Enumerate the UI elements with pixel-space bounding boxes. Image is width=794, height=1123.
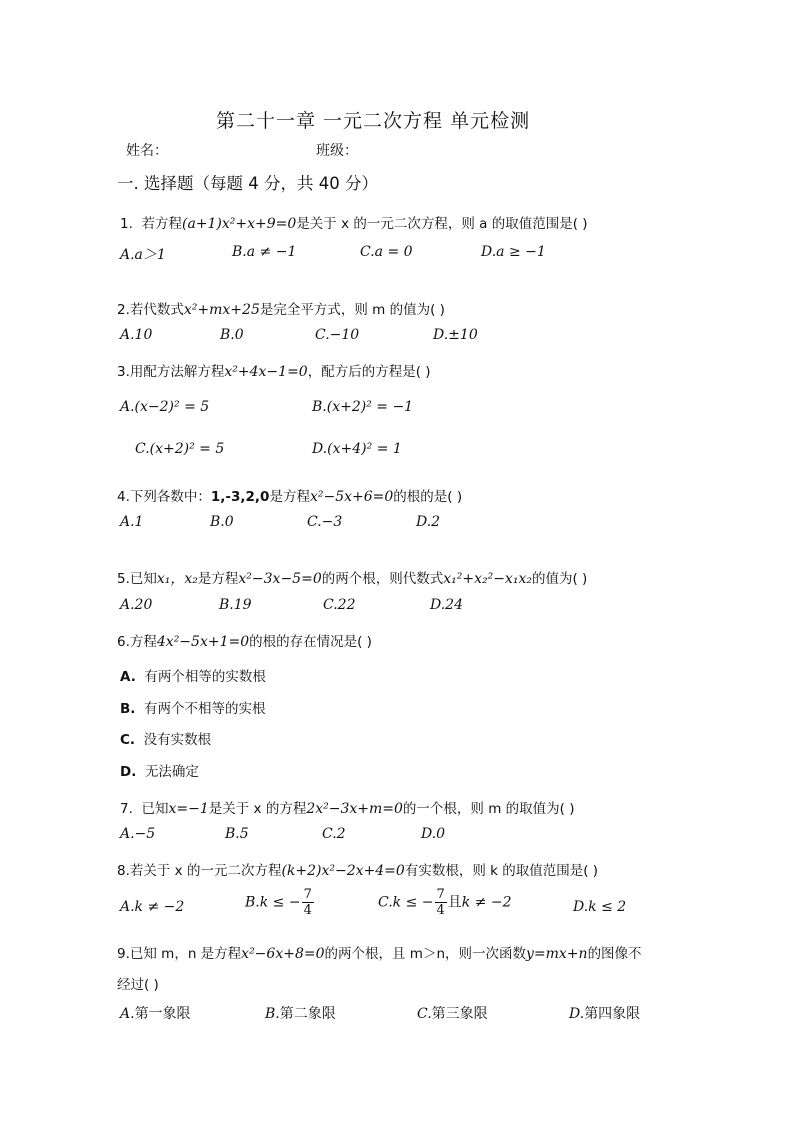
option-a: A.(x−2)² = 5 (120, 399, 210, 415)
question-2 (117, 298, 445, 318)
equation: y=mx+n (526, 946, 588, 962)
option-c: C.−3 (307, 514, 343, 530)
option-a: A.a＞1 (120, 247, 166, 263)
equation: (k+2)x²−2x+4=0 (281, 863, 405, 879)
question-text: 2.若代数式 (117, 302, 184, 318)
equation: x=−1 (168, 801, 209, 817)
option-c: C.(x+2)² = 5 (135, 441, 225, 457)
option-c (378, 887, 512, 918)
question-text: 的根的存在情况是( ) (249, 634, 372, 650)
option-letter: D. (569, 1006, 585, 1022)
question-text: 的一个根，则 m 的取值为( ) (402, 801, 575, 817)
option-a: A.10 (120, 327, 153, 343)
question-text: 4.下列各数中： (117, 489, 211, 505)
question-text: 已知 (141, 801, 169, 817)
option-c-prefix: C.k ≤ − (378, 894, 434, 911)
question-4 (117, 485, 462, 505)
expression: x₁²+x₂²−x₁x₂ (443, 571, 532, 587)
option-d: D.±10 (433, 327, 478, 343)
option-letter: D. (120, 764, 137, 780)
equation: 2x²−3x+m=0 (306, 801, 403, 817)
option-text: 第一象限 (134, 1006, 191, 1022)
question-text: 是完全平方式，则 m 的值为( ) (259, 302, 445, 318)
option-text: 没有实数根 (143, 732, 212, 748)
option-d (120, 760, 199, 780)
class-label: 班级： (316, 143, 358, 159)
equation: x²+4x−1=0 (224, 364, 308, 380)
equation: x²+mx+25 (183, 302, 260, 318)
variables: x₁，x₂ (156, 571, 198, 587)
question-text: 的两个根，且 m＞n，则一次函数 (324, 946, 526, 962)
question-text: 有实数根，则 k 的取值范围是( ) (404, 863, 599, 879)
option-c (120, 728, 211, 748)
option-c-and: 且 (447, 894, 462, 911)
option-b: B.(x+2)² = −1 (312, 399, 414, 415)
option-letter: B. (265, 1006, 280, 1022)
question-text: 6.方程 (117, 634, 157, 650)
option-d: D.24 (430, 597, 463, 613)
option-text: 有两个相等的实数根 (144, 669, 266, 685)
option-letter: A. (120, 1006, 135, 1022)
option-c: C.2 (322, 826, 346, 842)
question-number: 1. (120, 216, 133, 232)
option-text: 第三象限 (431, 1006, 488, 1022)
option-text: 无法确定 (144, 764, 199, 780)
page-title: 第二十一章 一元二次方程 单元检测 (216, 110, 531, 132)
question-9 (117, 942, 642, 962)
option-a: A.k ≠ −2 (120, 899, 185, 915)
option-a: A.−5 (120, 826, 156, 842)
equation: x²−3x−5=0 (238, 571, 322, 587)
equation: x²−5x+6=0 (309, 489, 394, 505)
question-text: 若方程 (141, 216, 182, 232)
option-letter: A. (120, 669, 136, 685)
option-a (120, 665, 266, 685)
question-text: 是方程 (197, 571, 239, 587)
question-5 (117, 567, 587, 588)
question-text: 是方程 (269, 489, 310, 505)
question-text: 3.用配方法解方程 (117, 364, 225, 380)
option-text: 第二象限 (279, 1006, 336, 1022)
question-6 (117, 630, 372, 650)
option-d: D.a ≥ −1 (481, 244, 546, 260)
option-letter: C. (120, 732, 136, 748)
question-number: 7. (120, 801, 133, 817)
option-b: B.0 (210, 514, 234, 530)
question-text: 5.已知 (117, 571, 157, 587)
number-list: 1,-3,2,0 (210, 489, 270, 505)
option-b: B.a ≠ −1 (232, 244, 297, 260)
fraction (435, 887, 447, 918)
question-text: 9.已知 m，n 是方程 (117, 946, 242, 962)
option-d: D.0 (421, 826, 446, 842)
option-b: B.0 (220, 327, 244, 343)
option-d: D.2 (416, 514, 441, 530)
question-text: 的图像不 (587, 946, 642, 962)
equation: x²−6x+8=0 (241, 946, 325, 962)
section-heading: 一. 选择题（每题 4 分，共 40 分） (117, 174, 378, 193)
question-text: 是关于 x 的一元二次方程，则 a 的取值范围是( ) (296, 216, 588, 232)
question-text: 的根的是( ) (393, 489, 463, 505)
question-3 (117, 360, 431, 380)
fraction (302, 887, 314, 918)
option-c: C.−10 (315, 327, 360, 343)
fraction-denominator: 4 (436, 903, 445, 918)
question-text: ，配方后的方程是( ) (307, 364, 431, 380)
option-b (120, 697, 266, 717)
fraction-denominator: 4 (303, 903, 312, 918)
option-text: 有两个不相等的实根 (144, 701, 266, 717)
option-b (265, 1003, 336, 1023)
option-d: D.k ≤ 2 (573, 899, 627, 915)
option-a: A.20 (120, 597, 153, 613)
question-7 (120, 797, 574, 817)
option-letter: C. (417, 1006, 432, 1022)
option-d: D.(x+4)² = 1 (312, 441, 402, 457)
option-b-prefix: B.k ≤ − (245, 894, 301, 911)
option-b: B.19 (219, 597, 252, 613)
question-text: 8.若关于 x 的一元二次方程 (117, 863, 282, 879)
equation: 4x²−5x+1=0 (156, 634, 250, 650)
question-1 (120, 212, 588, 232)
question-9-line-2: 经过( ) (117, 977, 159, 993)
option-a (120, 1003, 191, 1023)
question-text: 的值为( ) (531, 571, 588, 587)
option-b: B.5 (225, 826, 249, 842)
option-c: C.22 (323, 597, 356, 613)
fraction-numerator: 7 (303, 887, 312, 902)
option-c-suffix: k ≠ −2 (461, 894, 512, 911)
option-letter: B. (120, 701, 136, 717)
option-a: A.1 (120, 514, 144, 530)
option-c: C.a = 0 (360, 244, 413, 260)
question-8 (117, 859, 598, 879)
equation: (a+1)x²+x+9=0 (181, 216, 297, 232)
option-text: 第四象限 (584, 1006, 641, 1022)
fraction-numerator: 7 (436, 887, 445, 902)
question-text: 是关于 x 的方程 (208, 801, 307, 817)
question-text: 的两个根，则代数式 (321, 571, 444, 587)
name-label: 姓名： (126, 143, 168, 159)
option-d (569, 1003, 640, 1023)
option-c (417, 1003, 488, 1023)
option-b (245, 887, 315, 918)
